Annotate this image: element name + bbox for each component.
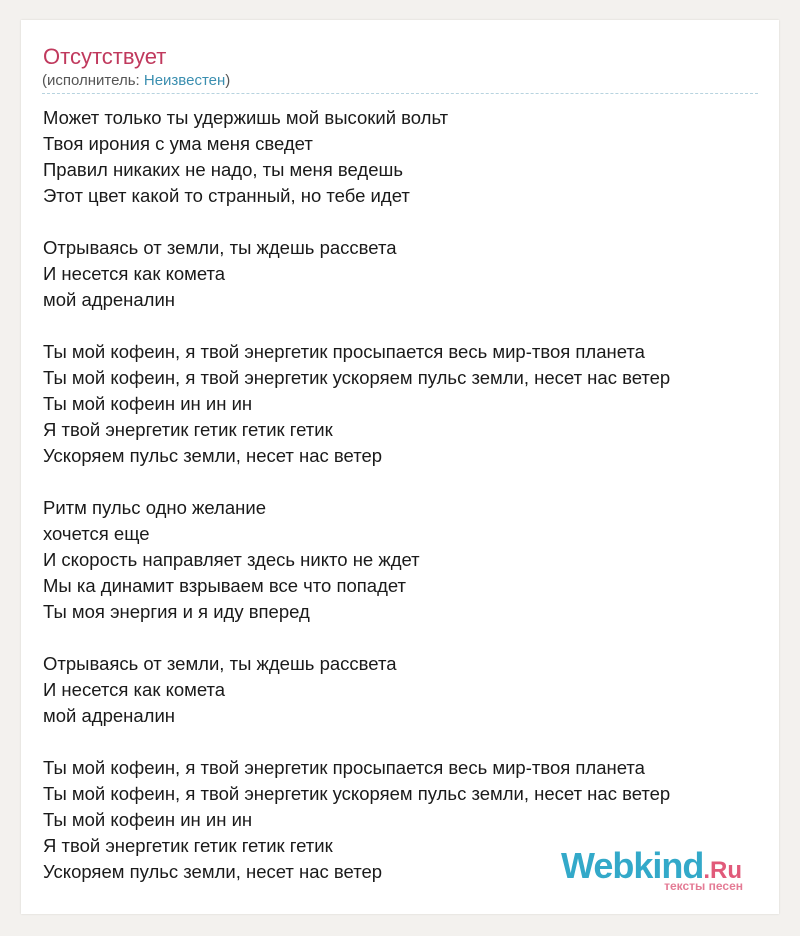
logo-brand: Webkind [561, 845, 704, 886]
lyrics-blank-line [43, 625, 763, 651]
logo-tld: .Ru [703, 857, 743, 884]
lyrics-blank-line [43, 469, 763, 495]
lyrics-line: И несется как комета [43, 263, 226, 284]
lyrics-line: Ты мой кофеин, я твой энергетик просыпается весь мир-твоя планета [43, 757, 645, 778]
lyrics-text [43, 105, 763, 885]
lyrics-line: И скорость направляет здесь никто не ждет [43, 549, 420, 570]
lyrics-line: Я твой энергетик гетик гетик гетик [43, 835, 333, 856]
lyrics-card [21, 20, 779, 914]
lyrics-line: Ты мой кофеин ин ин ин [43, 809, 253, 830]
artist-link[interactable]: Неизвестен [143, 72, 226, 89]
lyrics-line: Я твой энергетик гетик гетик гетик [43, 419, 333, 440]
lyrics-line: Ты мой кофеин ин ин ин [43, 393, 253, 414]
lyrics-line: Ты мой кофеин, я твой энергетик ускоряем пульс земли, несет нас ветер [43, 367, 671, 388]
lyrics-line: Мы ка динамит взрываем все что попадет [43, 575, 407, 596]
lyrics-line: мой адреналин [43, 705, 175, 726]
lyrics-line: Отрываясь от земли, ты ждешь рассвета [43, 653, 397, 674]
lyrics-line: Ты мой кофеин, я твой энергетик ускоряем пульс земли, несет нас ветер [43, 783, 671, 804]
artist-meta [42, 72, 230, 90]
lyrics-blank-line [43, 313, 763, 339]
lyrics-line: Ускоряем пульс земли, несет нас ветер [43, 445, 383, 466]
lyrics-line: И несется как комета [43, 679, 226, 700]
dashed-divider [42, 93, 758, 94]
lyrics-line: Твоя ирония с ума меня сведет [43, 133, 313, 154]
lyrics-line: Ты моя энергия и я иду вперед [43, 601, 310, 622]
lyrics-line: хочется еще [43, 523, 150, 544]
lyrics-line: Правил никаких не надо, ты меня ведешь [43, 159, 404, 180]
lyrics-line: Ритм пульс одно желание [43, 497, 266, 518]
lyrics-blank-line [43, 209, 763, 235]
lyrics-line: Может только ты удержишь мой высокий вольт [43, 107, 449, 128]
lyrics-blank-line [43, 729, 763, 755]
logo-tagline: тексты песен [664, 879, 743, 893]
song-title: Отсутствует [43, 44, 167, 69]
artist-meta-prefix: (исполнитель: [42, 72, 144, 89]
lyrics-line: Отрываясь от земли, ты ждешь рассвета [43, 237, 397, 258]
lyrics-line: Этот цвет какой то странный, но тебе идет [43, 185, 410, 206]
artist-meta-suffix: ) [225, 72, 231, 89]
lyrics-line: Ты мой кофеин, я твой энергетик просыпается весь мир-твоя планета [43, 341, 645, 362]
lyrics-line: мой адреналин [43, 289, 175, 310]
site-logo[interactable] [561, 845, 751, 893]
lyrics-line: Ускоряем пульс земли, несет нас ветер [43, 861, 383, 882]
